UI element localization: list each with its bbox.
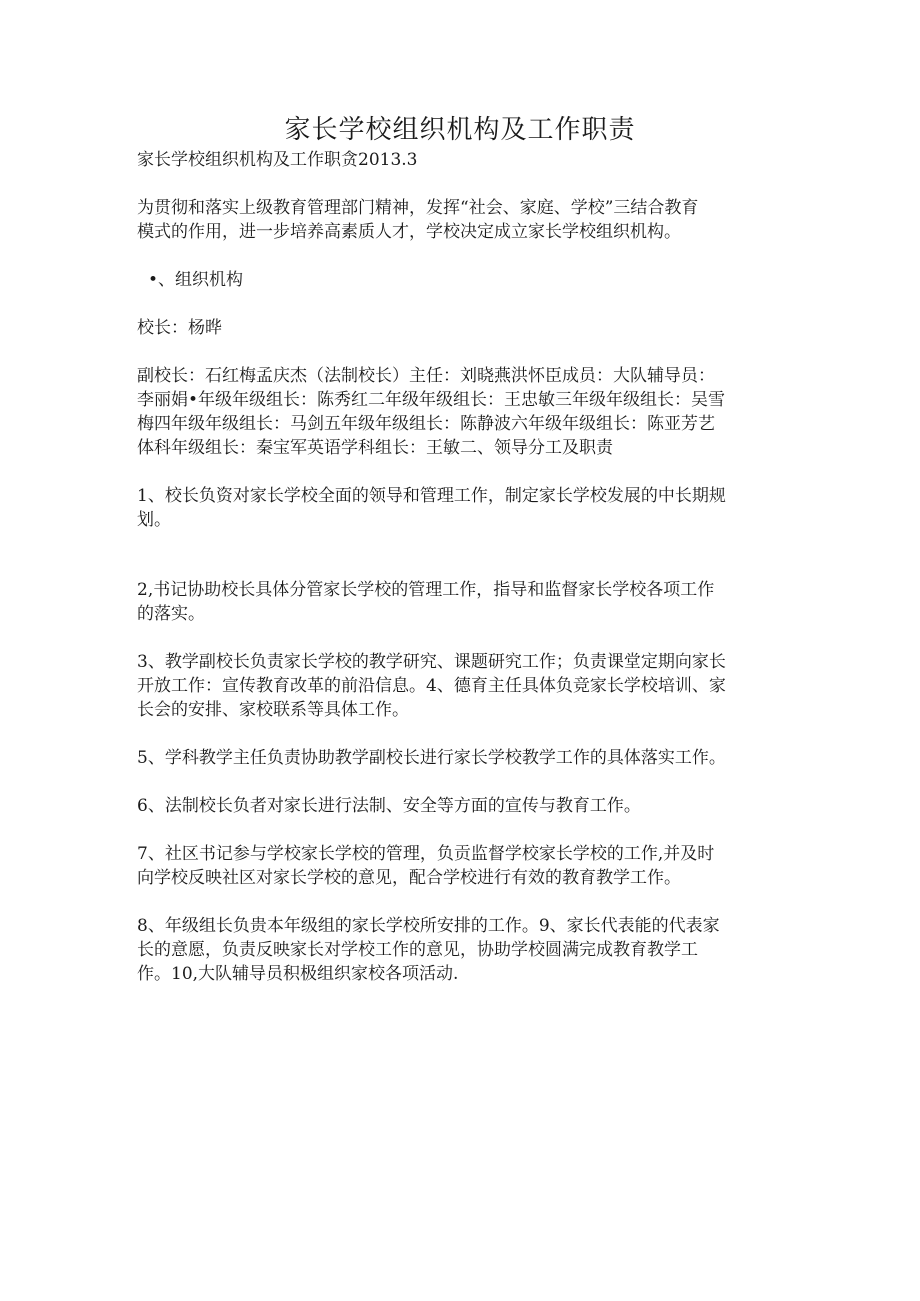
principal-line: 校长：杨晔 <box>137 318 222 338</box>
document-subtitle: 家长学校组织机构及工作职贪2013.3 <box>137 150 418 170</box>
duty-paragraph: 2,书记协助校长具体分管家长学校的管理工作，指导和监督家长学校各项工作 的落实。 <box>137 580 715 624</box>
duty-paragraph: 5、学科教学主任负责协助教学副校长进行家长学校教学工作的具体落实工作。 <box>137 748 726 768</box>
duty-paragraph: 6、法制校长负者对家长进行法制、安全等方面的宣传与教育工作。 <box>137 796 641 816</box>
duty-paragraph: 7、社区书记参与学校家长学校的管理，负贡监督学校家长学校的工作,并及时 向学校反映社区对家长学校的意见，配合学校进行有效的教育教学工作。 <box>137 844 715 888</box>
duty-paragraph: 1、校长负资对家长学校全面的领导和管理工作，制定家长学校发展的中长期规 划。 <box>137 486 726 530</box>
members-paragraph: 副校长：石红梅孟庆杰（法制校长）主任：刘晓燕洪怀臣成员：大队辅导员： 李丽娟•年级年级组长：陈秀红二年级年级组长：王忠敏三年级年级组长：吴雪 梅四年级年级组长：马剑五年级年级组长：陈静波六年级年级组长：陈亚芳艺 体科年级组长：秦宝军英语学科组长：王敏二、领导分工及职责 <box>137 366 726 458</box>
duty-paragraph: 8、年级组长负贵本年级组的家长学校所安排的工作。9、家长代表能的代表家 长的意愿，负责反映家长对学校工作的意见，协助学校圆满完成教育教学工 作。10,大队辅导员积极组织家校各项活动. <box>137 916 720 984</box>
duty-paragraph: 3、教学副校长负责家长学校的教学研究、课题研究工作；负责课堂定期向家长 开放工作：宣传教育改革的前沿信息。4、德育主任具体负竞家长学校培训、家 长会的安排、家校联系等具体工作。 <box>137 652 726 720</box>
document-title: 家长学校组织机构及工作职责 <box>284 115 636 145</box>
intro-paragraph: 为贯彻和落实上级教育管理部门精神，发挥“社会、家庭、学校”三结合教育 模式的作用，进一步培养高素质人才，学校决定成立家长学校组织机构。 <box>137 198 699 242</box>
section-heading-organization: •、组织机构 <box>148 270 244 290</box>
